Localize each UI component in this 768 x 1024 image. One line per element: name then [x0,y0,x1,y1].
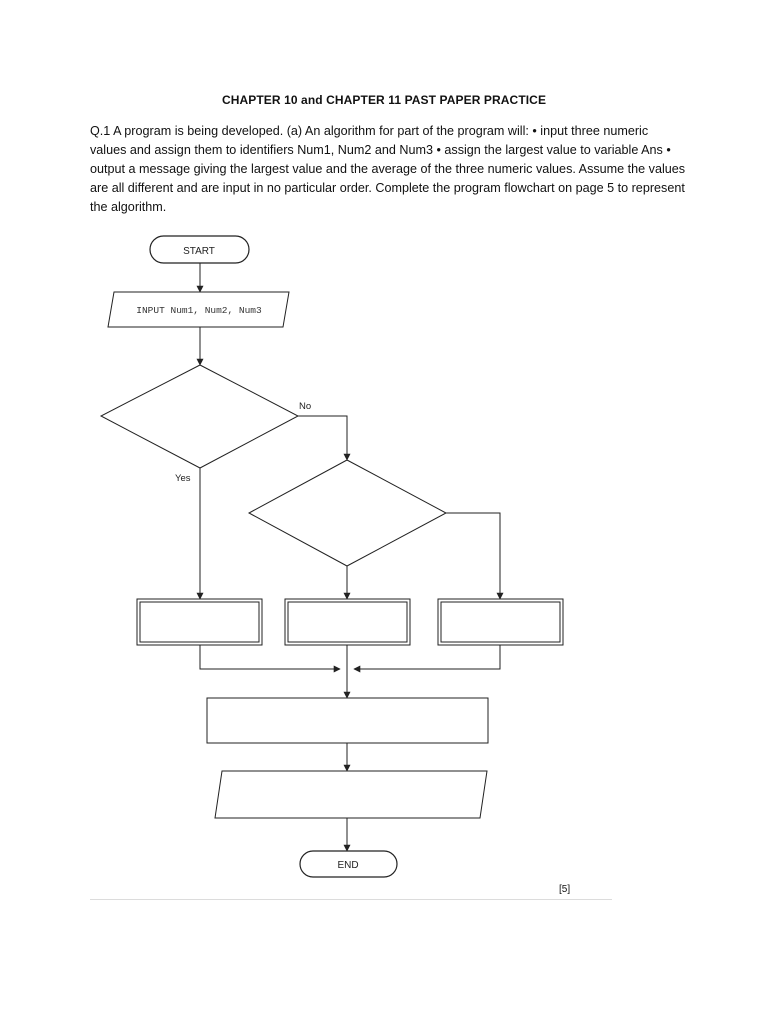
output-parallelogram [215,771,487,818]
page-title: CHAPTER 10 and CHAPTER 11 PAST PAPER PRACTICE [221,93,547,107]
process-box-middle [285,599,410,645]
process-box-right [438,599,563,645]
no-label: No [299,401,312,412]
process-box-lower [207,698,488,743]
marks-label: [5] [559,884,571,895]
input-label: INPUT Num1, Num2, Num3 [136,305,262,316]
arrow-decision1-no [298,416,347,460]
merge-line-right [354,645,500,669]
end-label: END [337,860,359,871]
answer-rule [90,899,612,900]
start-label: START [183,246,215,257]
yes-label: Yes [175,473,191,484]
question-text: Q.1 A program is being developed. (a) An algorithm for part of the program will: • input three numeric values and assign them to identifiers Num1, Num2 and Num3 • assign the largest value to variable Ans • output a message giving the largest value and the average of the three numeric values. Assume the values are all different and are input in no particular order. Complete the program flowchart on page 5 to represent the algorithm. [90,124,686,214]
arrow-decision2-right [446,513,500,599]
merge-line-left [200,645,340,669]
process-box-left [137,599,262,645]
decision-1-diamond [101,365,298,468]
decision-2-diamond [249,460,446,566]
